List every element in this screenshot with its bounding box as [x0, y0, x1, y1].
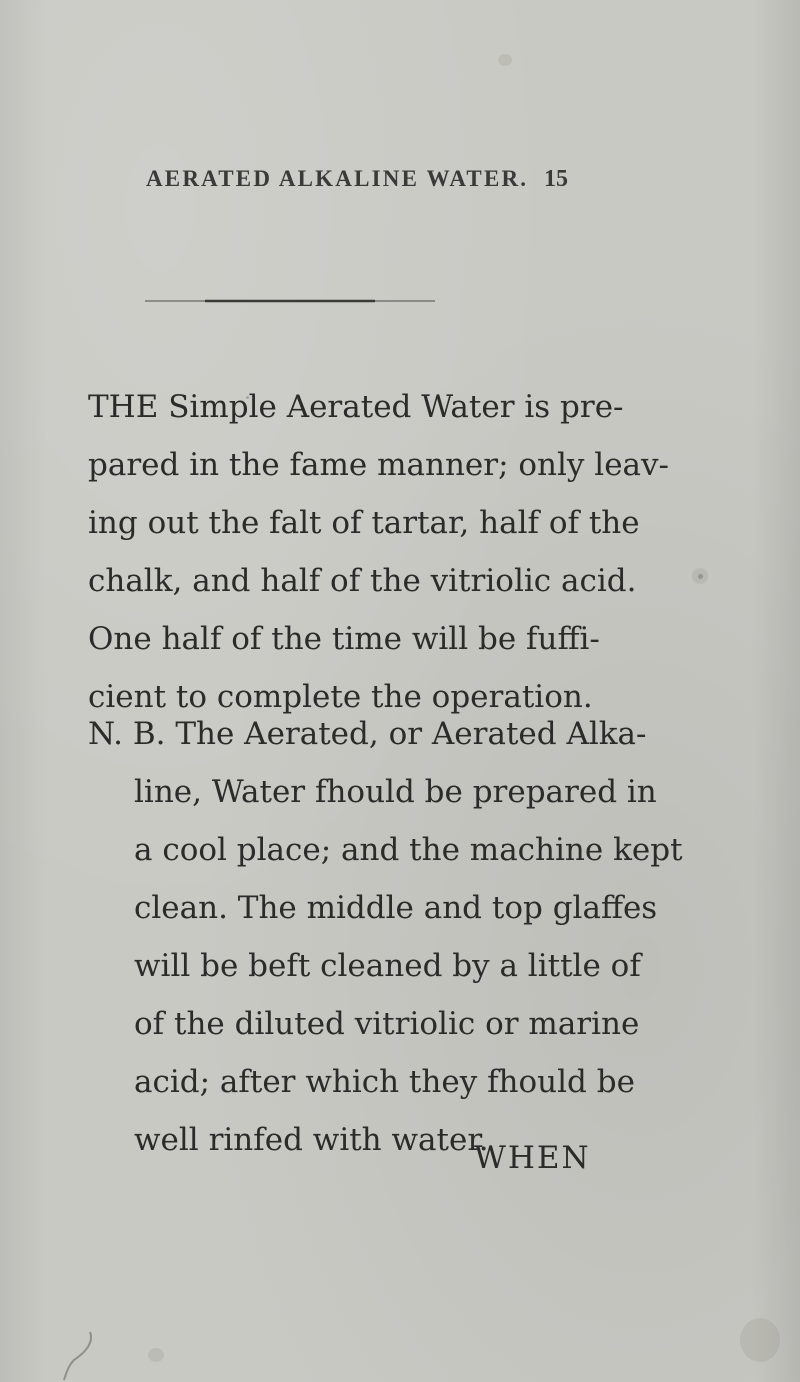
- text-line: line, Water fhould be prepared in: [134, 774, 657, 810]
- text-line: clean. The middle and top glaffes: [134, 890, 658, 926]
- paper-stain: [148, 1348, 164, 1362]
- text-line: acid; after which they fhould be: [134, 1064, 635, 1100]
- text-line: ing out the falt of tartar, half of the: [88, 505, 640, 541]
- catchword: WHEN: [474, 1140, 591, 1176]
- text-line: a cool place; and the machine kept: [134, 832, 683, 868]
- text-line: cient to complete the operation.: [88, 679, 593, 715]
- text-line: N. B. The Aerated, or Aerated Alka-: [88, 716, 647, 752]
- text-line: chalk, and half of the vitriolic acid.: [88, 563, 637, 599]
- paper-mark: [60, 1330, 100, 1382]
- text-line: THE Simple Aerated Water is pre-: [88, 389, 624, 425]
- paragraph-simple-aerated-water: [88, 378, 670, 726]
- paper-stain: [740, 1318, 780, 1362]
- running-title: AERATED ALKALINE WATER.: [146, 166, 529, 191]
- paper-speck: [698, 574, 703, 579]
- page-number: 15: [544, 166, 568, 192]
- paper-stain: [498, 54, 512, 66]
- running-head: [146, 166, 586, 206]
- paragraph-nota-bene: [88, 705, 683, 1169]
- paper-speck: [246, 396, 249, 399]
- ornamental-rule: [145, 299, 435, 303]
- text-line: well rinfed with water.: [134, 1122, 489, 1158]
- text-line: of the diluted vitriolic or marine: [134, 1006, 640, 1042]
- text-line: One half of the time will be fuffi-: [88, 621, 600, 657]
- text-line: will be beft cleaned by a little of: [134, 948, 641, 984]
- text-line: pared in the fame manner; only leav-: [88, 447, 670, 483]
